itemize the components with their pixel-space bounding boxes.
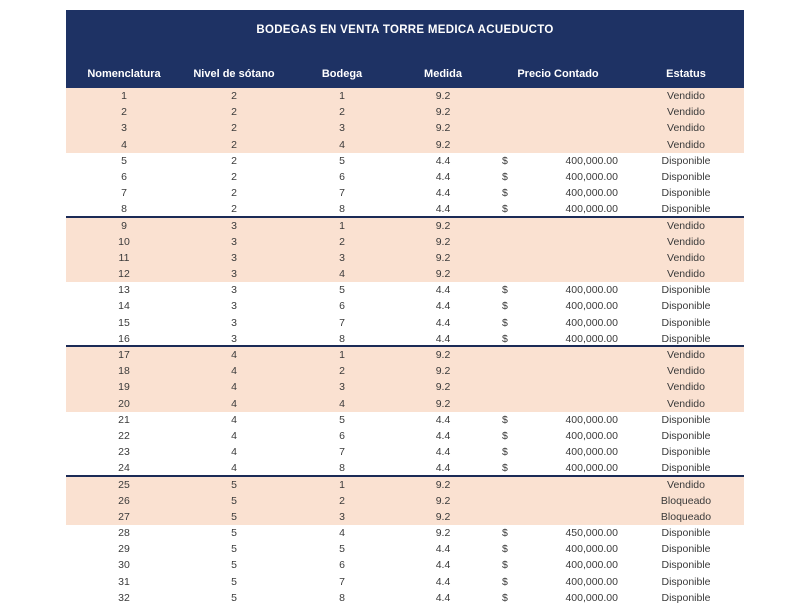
cell-medida: 9.2	[435, 235, 451, 248]
cell-precio-contado	[488, 266, 628, 282]
cell-precio-contado	[488, 234, 628, 250]
cell-bodega: 7	[339, 446, 345, 459]
cell-precio-contado	[488, 444, 628, 460]
cell-precio-contado	[488, 363, 628, 379]
cell-nomenclatura: 20	[118, 397, 130, 410]
price-amount: 450,000.00	[565, 527, 618, 540]
table-row	[66, 412, 744, 428]
cell-nomenclatura: 6	[121, 170, 127, 183]
cell-precio-contado	[488, 88, 628, 104]
cell-bodega: 6	[339, 559, 345, 572]
cell-nivel-de-sotano: 3	[231, 332, 237, 345]
cell-medida: 4.4	[435, 591, 451, 604]
cell-precio-contado	[488, 590, 628, 606]
currency-symbol: $	[502, 316, 508, 329]
cell-nomenclatura: 32	[118, 591, 130, 604]
cell-medida: 4.4	[435, 284, 451, 297]
cell-medida: 4.4	[435, 429, 451, 442]
cell-estatus: Vendido	[667, 381, 705, 394]
price-amount: 400,000.00	[565, 187, 618, 200]
cell-precio-contado	[488, 218, 628, 234]
cell-bodega: 7	[339, 575, 345, 588]
cell-medida: 4.4	[435, 462, 451, 475]
cell-precio-contado	[488, 412, 628, 428]
cell-bodega: 8	[339, 591, 345, 604]
cell-bodega: 4	[339, 138, 345, 151]
cell-nomenclatura: 11	[118, 251, 130, 264]
price-amount: 400,000.00	[565, 429, 618, 442]
table-row	[66, 379, 744, 395]
table-row	[66, 509, 744, 525]
cell-nivel-de-sotano: 4	[231, 429, 237, 442]
table-row	[66, 331, 744, 347]
currency-symbol: $	[502, 154, 508, 167]
cell-estatus: Vendido	[667, 251, 705, 264]
cell-nivel-de-sotano: 5	[231, 478, 237, 491]
cell-estatus: Vendido	[667, 365, 705, 378]
cell-estatus: Vendido	[667, 235, 705, 248]
table-row	[66, 590, 744, 606]
price-amount: 400,000.00	[565, 332, 618, 345]
cell-medida: 9.2	[435, 122, 451, 135]
price-amount: 400,000.00	[565, 543, 618, 556]
cell-precio-contado	[488, 477, 628, 493]
bodegas-table	[66, 10, 744, 606]
cell-nivel-de-sotano: 5	[231, 510, 237, 523]
cell-precio-contado	[488, 428, 628, 444]
cell-nomenclatura: 12	[118, 268, 130, 281]
cell-nivel-de-sotano: 3	[231, 235, 237, 248]
cell-estatus: Disponible	[661, 413, 711, 426]
cell-nomenclatura: 10	[118, 235, 130, 248]
cell-nivel-de-sotano: 2	[231, 154, 237, 167]
cell-nivel-de-sotano: 2	[231, 90, 237, 102]
currency-symbol: $	[502, 300, 508, 313]
cell-nomenclatura: 27	[118, 510, 130, 523]
cell-estatus: Disponible	[661, 446, 711, 459]
table-row	[66, 574, 744, 590]
table-row	[66, 120, 744, 136]
cell-precio-contado	[488, 169, 628, 185]
cell-estatus: Vendido	[667, 268, 705, 281]
cell-bodega: 3	[339, 381, 345, 394]
cell-nomenclatura: 13	[118, 284, 130, 297]
cell-medida: 9.2	[435, 90, 451, 102]
cell-bodega: 5	[339, 154, 345, 167]
cell-precio-contado	[488, 137, 628, 153]
price-amount: 400,000.00	[565, 154, 618, 167]
cell-medida: 4.4	[435, 203, 451, 216]
cell-nomenclatura: 31	[118, 575, 130, 588]
cell-nivel-de-sotano: 2	[231, 170, 237, 183]
currency-symbol: $	[502, 187, 508, 200]
price-amount: 400,000.00	[565, 300, 618, 313]
cell-precio-contado	[488, 396, 628, 412]
cell-precio-contado	[488, 331, 628, 345]
cell-nivel-de-sotano: 2	[231, 122, 237, 135]
table-row	[66, 185, 744, 201]
table-header	[66, 10, 744, 88]
cell-precio-contado	[488, 201, 628, 215]
cell-bodega: 6	[339, 300, 345, 313]
cell-estatus: Vendido	[667, 478, 705, 491]
cell-estatus: Disponible	[661, 429, 711, 442]
cell-bodega: 4	[339, 527, 345, 540]
cell-bodega: 3	[339, 251, 345, 264]
table-row	[66, 250, 744, 266]
table-row	[66, 396, 744, 412]
table-row	[66, 266, 744, 282]
cell-estatus: Disponible	[661, 332, 711, 345]
cell-precio-contado	[488, 493, 628, 509]
cell-precio-contado	[488, 525, 628, 541]
cell-medida: 4.4	[435, 413, 451, 426]
cell-estatus: Disponible	[661, 316, 711, 329]
cell-bodega: 8	[339, 332, 345, 345]
cell-precio-contado	[488, 120, 628, 136]
cell-precio-contado	[488, 315, 628, 331]
cell-nivel-de-sotano: 4	[231, 365, 237, 378]
cell-bodega: 1	[339, 90, 345, 102]
table-row	[66, 153, 744, 169]
table-body	[66, 88, 744, 606]
cell-medida: 9.2	[435, 251, 451, 264]
cell-nivel-de-sotano: 5	[231, 494, 237, 507]
cell-estatus: Vendido	[667, 349, 705, 361]
column-header-nivel-de-sotano: Nivel de sótano	[193, 68, 275, 80]
cell-nivel-de-sotano: 4	[231, 349, 237, 361]
cell-nivel-de-sotano: 5	[231, 575, 237, 588]
cell-precio-contado	[488, 153, 628, 169]
cell-bodega: 4	[339, 268, 345, 281]
cell-nomenclatura: 30	[118, 559, 130, 572]
cell-estatus: Disponible	[661, 284, 711, 297]
cell-precio-contado	[488, 250, 628, 266]
cell-medida: 9.2	[435, 365, 451, 378]
cell-nivel-de-sotano: 3	[231, 300, 237, 313]
cell-nivel-de-sotano: 3	[231, 251, 237, 264]
cell-nivel-de-sotano: 2	[231, 106, 237, 119]
currency-symbol: $	[502, 591, 508, 604]
cell-medida: 4.4	[435, 187, 451, 200]
cell-nivel-de-sotano: 4	[231, 462, 237, 475]
column-header-bodega: Bodega	[321, 68, 363, 80]
cell-nomenclatura: 16	[118, 332, 130, 345]
cell-estatus: Disponible	[661, 462, 711, 475]
cell-nomenclatura: 23	[118, 446, 130, 459]
cell-medida: 4.4	[435, 446, 451, 459]
cell-bodega: 5	[339, 543, 345, 556]
currency-symbol: $	[502, 462, 508, 475]
cell-estatus: Disponible	[661, 591, 711, 604]
cell-medida: 9.2	[435, 510, 451, 523]
table-row	[66, 218, 744, 234]
price-amount: 400,000.00	[565, 316, 618, 329]
table-row	[66, 525, 744, 541]
table-row	[66, 282, 744, 298]
cell-nomenclatura: 7	[121, 187, 127, 200]
cell-nomenclatura: 25	[118, 478, 130, 491]
cell-nomenclatura: 2	[121, 106, 127, 119]
currency-symbol: $	[502, 543, 508, 556]
cell-estatus: Vendido	[667, 219, 705, 232]
cell-nivel-de-sotano: 2	[231, 187, 237, 200]
currency-symbol: $	[502, 203, 508, 216]
cell-precio-contado	[488, 541, 628, 557]
price-amount: 400,000.00	[565, 170, 618, 183]
cell-nivel-de-sotano: 3	[231, 268, 237, 281]
table-row	[66, 477, 744, 493]
cell-bodega: 2	[339, 494, 345, 507]
table-row	[66, 298, 744, 314]
cell-precio-contado	[488, 185, 628, 201]
cell-bodega: 2	[339, 106, 345, 119]
cell-nivel-de-sotano: 5	[231, 559, 237, 572]
cell-medida: 4.4	[435, 170, 451, 183]
cell-nomenclatura: 15	[118, 316, 130, 329]
cell-bodega: 7	[339, 316, 345, 329]
cell-nomenclatura: 3	[121, 122, 127, 135]
table-row	[66, 137, 744, 153]
currency-symbol: $	[502, 284, 508, 297]
currency-symbol: $	[502, 332, 508, 345]
cell-medida: 9.2	[435, 397, 451, 410]
cell-estatus: Disponible	[661, 527, 711, 540]
cell-bodega: 2	[339, 235, 345, 248]
cell-nomenclatura: 1	[121, 90, 127, 102]
table-row	[66, 428, 744, 444]
column-header-nomenclatura: Nomenclatura	[87, 68, 161, 80]
cell-bodega: 6	[339, 429, 345, 442]
cell-bodega: 5	[339, 413, 345, 426]
cell-bodega: 3	[339, 510, 345, 523]
price-amount: 400,000.00	[565, 203, 618, 216]
cell-nivel-de-sotano: 3	[231, 316, 237, 329]
cell-medida: 4.4	[435, 543, 451, 556]
cell-precio-contado	[488, 574, 628, 590]
currency-symbol: $	[502, 429, 508, 442]
column-header-medida: Medida	[424, 68, 462, 80]
cell-estatus: Disponible	[661, 154, 711, 167]
cell-medida: 9.2	[435, 494, 451, 507]
cell-medida: 4.4	[435, 154, 451, 167]
cell-precio-contado	[488, 104, 628, 120]
table-row	[66, 541, 744, 557]
cell-medida: 9.2	[435, 219, 451, 232]
cell-nivel-de-sotano: 5	[231, 591, 237, 604]
cell-medida: 9.2	[435, 138, 451, 151]
cell-bodega: 1	[339, 478, 345, 491]
cell-nivel-de-sotano: 2	[231, 203, 237, 216]
cell-estatus: Vendido	[667, 122, 705, 135]
cell-nomenclatura: 4	[121, 138, 127, 151]
cell-nomenclatura: 24	[118, 462, 130, 475]
cell-estatus: Vendido	[667, 106, 705, 119]
cell-nomenclatura: 18	[118, 365, 130, 378]
cell-nomenclatura: 28	[118, 527, 130, 540]
table-row	[66, 88, 744, 104]
table-row	[66, 104, 744, 120]
cell-estatus: Vendido	[667, 397, 705, 410]
cell-bodega: 7	[339, 187, 345, 200]
currency-symbol: $	[502, 446, 508, 459]
table-row	[66, 347, 744, 363]
table-row	[66, 363, 744, 379]
cell-estatus: Disponible	[661, 187, 711, 200]
cell-nivel-de-sotano: 3	[231, 284, 237, 297]
price-amount: 400,000.00	[565, 575, 618, 588]
cell-nomenclatura: 22	[118, 429, 130, 442]
cell-nomenclatura: 14	[118, 300, 130, 313]
cell-estatus: Bloqueado	[660, 494, 712, 507]
cell-nivel-de-sotano: 4	[231, 413, 237, 426]
table-row	[66, 460, 744, 476]
cell-bodega: 5	[339, 284, 345, 297]
price-amount: 400,000.00	[565, 462, 618, 475]
cell-precio-contado	[488, 282, 628, 298]
cell-estatus: Bloqueado	[660, 510, 712, 523]
price-amount: 400,000.00	[565, 413, 618, 426]
cell-nomenclatura: 26	[118, 494, 130, 507]
cell-medida: 4.4	[435, 300, 451, 313]
table-row	[66, 234, 744, 250]
table-row	[66, 169, 744, 185]
cell-bodega: 8	[339, 203, 345, 216]
cell-bodega: 1	[339, 219, 345, 232]
cell-nomenclatura: 5	[121, 154, 127, 167]
cell-nomenclatura: 9	[121, 219, 127, 232]
cell-nomenclatura: 19	[118, 381, 130, 394]
cell-estatus: Vendido	[667, 138, 705, 151]
cell-bodega: 3	[339, 122, 345, 135]
cell-medida: 9.2	[435, 106, 451, 119]
cell-bodega: 6	[339, 170, 345, 183]
currency-symbol: $	[502, 413, 508, 426]
cell-bodega: 2	[339, 365, 345, 378]
cell-precio-contado	[488, 347, 628, 363]
cell-estatus: Disponible	[661, 575, 711, 588]
column-header-estatus: Estatus	[666, 68, 706, 80]
currency-symbol: $	[502, 170, 508, 183]
cell-nivel-de-sotano: 4	[231, 381, 237, 394]
cell-precio-contado	[488, 460, 628, 474]
cell-nivel-de-sotano: 4	[231, 397, 237, 410]
cell-medida: 9.2	[435, 478, 451, 491]
cell-medida: 4.4	[435, 316, 451, 329]
cell-estatus: Disponible	[661, 170, 711, 183]
cell-estatus: Disponible	[661, 300, 711, 313]
cell-nomenclatura: 21	[118, 413, 130, 426]
cell-nivel-de-sotano: 2	[231, 138, 237, 151]
cell-medida: 4.4	[435, 575, 451, 588]
table-row	[66, 315, 744, 331]
cell-medida: 4.4	[435, 559, 451, 572]
table-row	[66, 557, 744, 573]
table-row	[66, 493, 744, 509]
cell-precio-contado	[488, 509, 628, 525]
cell-nivel-de-sotano: 5	[231, 543, 237, 556]
cell-nivel-de-sotano: 5	[231, 527, 237, 540]
cell-nomenclatura: 29	[118, 543, 130, 556]
currency-symbol: $	[502, 575, 508, 588]
price-amount: 400,000.00	[565, 591, 618, 604]
cell-medida: 9.2	[435, 268, 451, 281]
cell-medida: 4.4	[435, 332, 451, 345]
column-header-precio-contado: Precio Contado	[517, 68, 599, 80]
currency-symbol: $	[502, 527, 508, 540]
cell-bodega: 8	[339, 462, 345, 475]
cell-medida: 9.2	[435, 349, 451, 361]
cell-medida: 9.2	[435, 527, 451, 540]
table-row	[66, 444, 744, 460]
cell-medida: 9.2	[435, 381, 451, 394]
cell-precio-contado	[488, 379, 628, 395]
cell-precio-contado	[488, 557, 628, 573]
price-amount: 400,000.00	[565, 446, 618, 459]
cell-nomenclatura: 8	[121, 203, 127, 216]
table-row	[66, 201, 744, 217]
cell-precio-contado	[488, 298, 628, 314]
price-amount: 400,000.00	[565, 559, 618, 572]
cell-bodega: 4	[339, 397, 345, 410]
cell-nivel-de-sotano: 4	[231, 446, 237, 459]
currency-symbol: $	[502, 559, 508, 572]
column-header-row	[66, 68, 744, 88]
cell-estatus: Disponible	[661, 559, 711, 572]
cell-estatus: Vendido	[667, 90, 705, 102]
cell-estatus: Disponible	[661, 543, 711, 556]
price-amount: 400,000.00	[565, 284, 618, 297]
table-title: BODEGAS EN VENTA TORRE MEDICA ACUEDUCTO	[256, 24, 554, 36]
cell-nivel-de-sotano: 3	[231, 219, 237, 232]
cell-bodega: 1	[339, 349, 345, 361]
cell-estatus: Disponible	[661, 203, 711, 216]
cell-nomenclatura: 17	[118, 349, 130, 361]
